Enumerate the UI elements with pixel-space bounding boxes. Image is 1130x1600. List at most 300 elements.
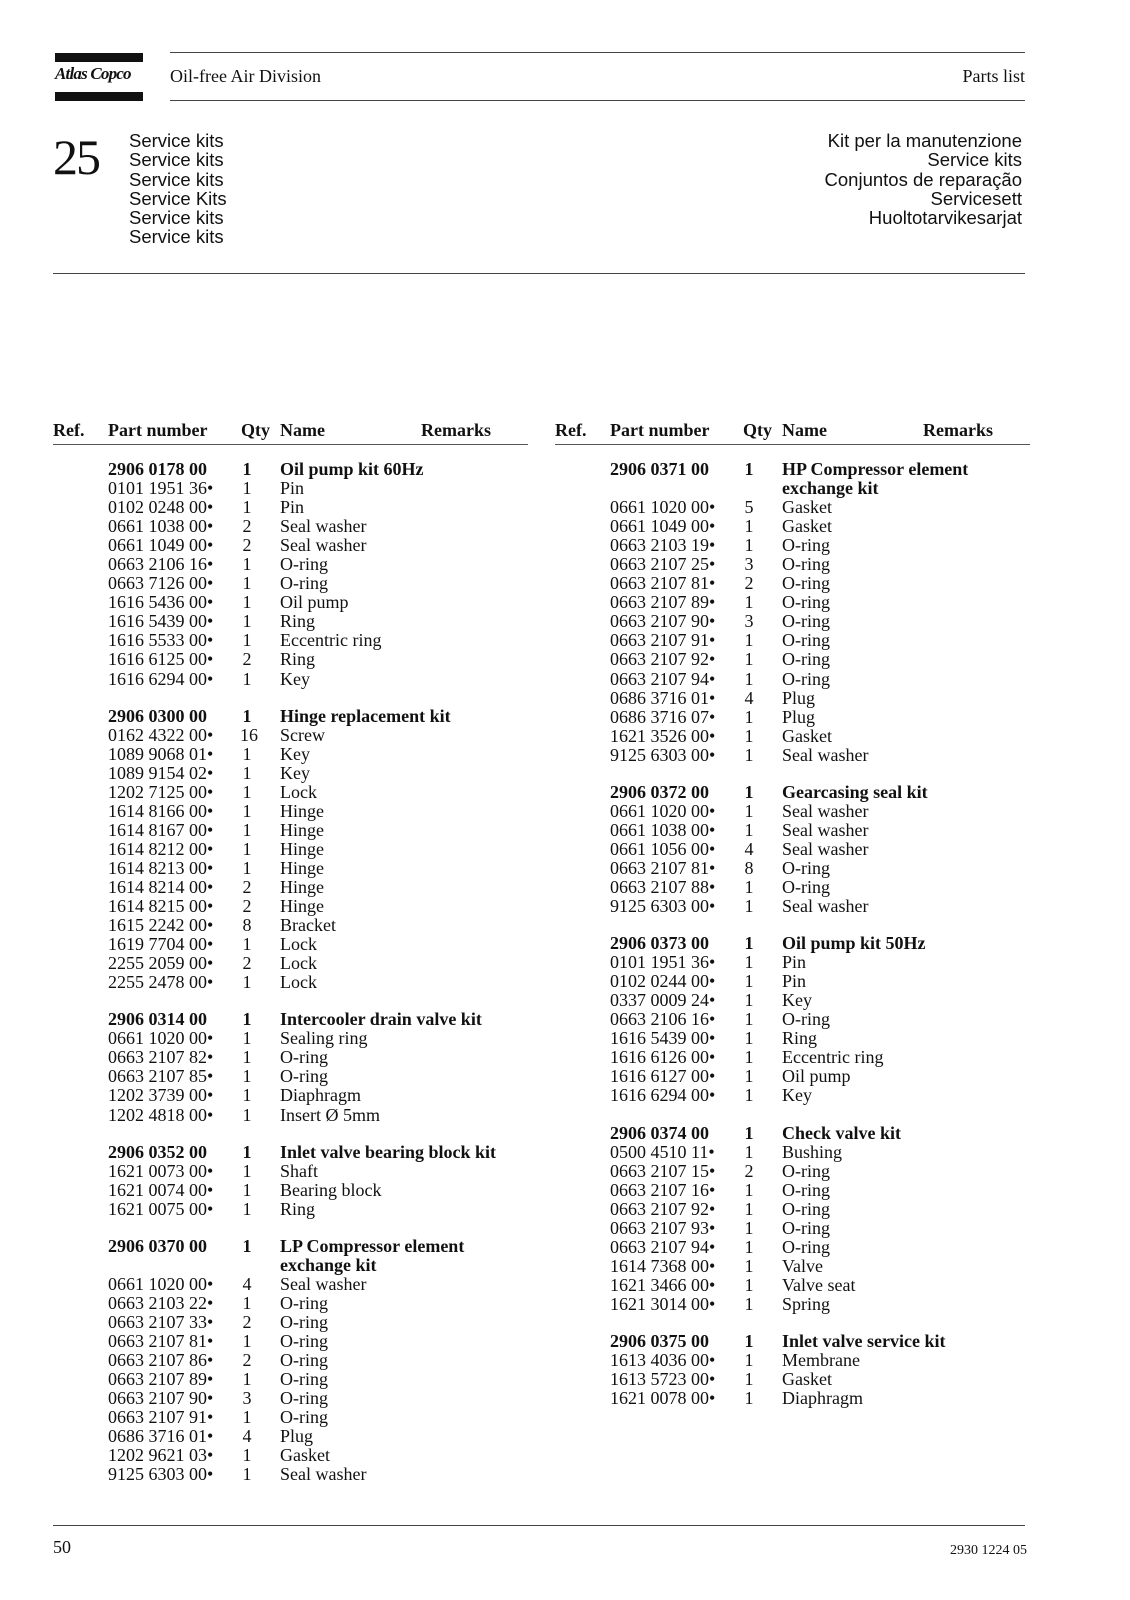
part-qty: 1 <box>242 1160 252 1181</box>
part-row <box>555 953 1030 972</box>
part-name: O-ring <box>782 857 830 878</box>
part-name: Plug <box>782 687 816 708</box>
service-kit <box>53 1143 528 1219</box>
kit-name: exchange kit <box>782 478 879 499</box>
kit-name: Intercooler drain valve kit <box>280 1009 482 1030</box>
part-row <box>555 991 1030 1010</box>
part-row <box>53 612 528 631</box>
part-qty: 2 <box>242 896 252 917</box>
part-row <box>555 670 1030 689</box>
part-qty: 1 <box>744 876 754 897</box>
part-row <box>53 1067 528 1086</box>
part-qty: 1 <box>242 972 252 993</box>
kit-qty: 1 <box>744 781 754 802</box>
part-name: Key <box>782 990 812 1011</box>
kit-name: Check valve kit <box>782 1122 901 1143</box>
part-qty: 1 <box>744 668 754 689</box>
service-kit <box>53 460 528 689</box>
part-row <box>53 1389 528 1408</box>
division-name: Oil-free Air Division <box>170 66 321 86</box>
part-name: Valve seat <box>782 1274 856 1295</box>
part-number: 0661 1038 00• <box>610 819 716 840</box>
part-qty: 1 <box>242 1179 252 1200</box>
part-row <box>53 973 528 992</box>
part-qty: 3 <box>242 1388 252 1409</box>
part-qty: 3 <box>744 611 754 632</box>
part-number: 0101 1951 36• <box>108 478 214 499</box>
chapter-rule <box>53 273 1025 274</box>
part-number: 1616 6294 00• <box>108 668 214 689</box>
part-qty: 1 <box>242 1369 252 1390</box>
part-row <box>555 612 1030 631</box>
part-name: O-ring <box>782 573 830 594</box>
part-name: Oil pump <box>782 1066 851 1087</box>
part-qty: 1 <box>744 1085 754 1106</box>
part-row <box>53 726 528 745</box>
part-row <box>53 764 528 783</box>
header-rule-top <box>170 52 1025 53</box>
kit-qty: 1 <box>242 459 252 479</box>
part-number: 1616 6294 00• <box>610 1085 716 1106</box>
part-number: 0663 2107 15• <box>610 1160 716 1181</box>
part-row <box>555 1181 1030 1200</box>
part-qty: 1 <box>744 1141 754 1162</box>
document-type: Parts list <box>962 66 1025 86</box>
part-row <box>555 574 1030 593</box>
logo-bar-bottom <box>55 92 143 101</box>
part-qty: 1 <box>242 573 252 594</box>
part-number: 2255 2478 00• <box>108 972 214 993</box>
part-name: Plug <box>280 1426 314 1447</box>
part-qty: 1 <box>744 1274 754 1295</box>
part-name: O-ring <box>280 1311 328 1332</box>
header-ref: Ref. <box>53 420 85 440</box>
part-name: Gasket <box>782 497 832 518</box>
kit-header-row <box>53 1256 528 1275</box>
part-number: 1614 8215 00• <box>108 896 214 917</box>
part-name: Hinge <box>280 819 324 840</box>
part-qty: 2 <box>242 649 252 670</box>
part-row <box>555 650 1030 669</box>
kit-list-right <box>555 460 1030 1408</box>
kit-part-number: 2906 0314 00 <box>108 1009 207 1030</box>
part-row <box>53 1427 528 1446</box>
part-row <box>53 1446 528 1465</box>
part-row <box>555 1086 1030 1105</box>
part-row <box>53 954 528 973</box>
part-number: 1619 7704 00• <box>108 934 214 955</box>
header-ref: Ref. <box>555 420 587 440</box>
part-number: 1616 6127 00• <box>610 1066 716 1087</box>
part-row <box>53 574 528 593</box>
part-row <box>555 1143 1030 1162</box>
service-kit <box>555 783 1030 916</box>
part-number: 0663 2107 93• <box>610 1217 716 1238</box>
part-qty: 1 <box>242 838 252 859</box>
header-qty: Qty <box>743 420 772 440</box>
part-number: 1089 9154 02• <box>108 762 214 783</box>
kit-name: HP Compressor element <box>782 459 969 479</box>
page-number: 50 <box>53 1537 71 1557</box>
part-number: 0663 2107 85• <box>108 1066 214 1087</box>
part-row <box>53 1181 528 1200</box>
part-row <box>53 821 528 840</box>
part-row <box>53 916 528 935</box>
part-name: Bushing <box>782 1141 843 1162</box>
part-name: O-ring <box>782 630 830 651</box>
part-row <box>555 517 1030 536</box>
part-number: 1616 5436 00• <box>108 592 214 613</box>
header-part-number: Part number <box>108 420 208 440</box>
header-remarks: Remarks <box>923 420 993 440</box>
part-number: 0500 4510 11• <box>610 1141 715 1162</box>
service-kit <box>53 1010 528 1124</box>
part-qty: 1 <box>242 857 252 878</box>
part-row <box>555 897 1030 916</box>
part-row <box>555 1295 1030 1314</box>
part-qty: 1 <box>744 1066 754 1087</box>
kit-qty: 1 <box>744 459 754 479</box>
part-row <box>53 878 528 897</box>
part-name: O-ring <box>782 1198 830 1219</box>
kit-qty: 1 <box>242 705 252 726</box>
header-part-number: Part number <box>610 420 710 440</box>
part-name: Lock <box>280 781 317 802</box>
part-number: 1202 7125 00• <box>108 781 214 802</box>
part-name: Pin <box>280 497 305 518</box>
part-name: Seal washer <box>280 1464 367 1485</box>
part-name: O-ring <box>782 1217 830 1238</box>
part-number: 1616 5439 00• <box>610 1028 716 1049</box>
part-name: Hinge <box>280 800 324 821</box>
part-number: 0337 0009 24• <box>610 990 716 1011</box>
part-number: 0663 2107 81• <box>610 857 716 878</box>
kit-part-number: 2906 0375 00 <box>610 1330 709 1351</box>
kit-header-row <box>555 934 1030 953</box>
part-name: Hinge <box>280 896 324 917</box>
part-row <box>53 650 528 669</box>
part-row <box>555 840 1030 859</box>
part-number: 1621 0078 00• <box>610 1388 716 1409</box>
part-qty: 1 <box>242 1085 252 1106</box>
part-number: 1614 7368 00• <box>610 1255 716 1276</box>
part-qty: 1 <box>242 1198 252 1219</box>
column-header-rule <box>555 444 1030 445</box>
part-name: O-ring <box>782 592 830 613</box>
part-qty: 1 <box>744 952 754 973</box>
part-row <box>555 972 1030 991</box>
part-name: Seal washer <box>782 744 869 765</box>
part-row <box>555 1048 1030 1067</box>
part-row <box>555 1370 1030 1389</box>
chapter-titles-right <box>825 131 1022 227</box>
part-name: Ring <box>280 611 316 632</box>
chapter-title: Servicesett <box>930 187 1022 209</box>
kit-part-number: 2906 0371 00 <box>610 459 709 479</box>
part-qty: 1 <box>242 934 252 955</box>
part-name: Key <box>280 762 310 783</box>
kit-qty: 1 <box>242 1009 252 1030</box>
part-name: O-ring <box>782 1160 830 1181</box>
part-name: O-ring <box>280 1330 328 1351</box>
chapter-number: 25 <box>53 129 99 185</box>
part-qty: 1 <box>242 1330 252 1351</box>
part-row <box>53 1275 528 1294</box>
part-name: Diaphragm <box>782 1388 863 1409</box>
part-name: O-ring <box>280 573 328 594</box>
kit-name: Gearcasing seal kit <box>782 781 928 802</box>
part-row <box>53 498 528 517</box>
part-qty: 1 <box>744 706 754 727</box>
part-qty: 5 <box>744 497 754 518</box>
part-number: 2255 2059 00• <box>108 953 214 974</box>
part-qty: 2 <box>242 876 252 897</box>
part-row <box>555 708 1030 727</box>
part-name: Seal washer <box>782 838 869 859</box>
part-qty: 1 <box>242 743 252 764</box>
part-row <box>555 1200 1030 1219</box>
part-row <box>555 746 1030 765</box>
part-number: 0663 2107 92• <box>610 649 716 670</box>
part-qty: 1 <box>744 1293 754 1314</box>
part-qty: 1 <box>744 1369 754 1390</box>
part-row <box>53 1370 528 1389</box>
part-row <box>53 897 528 916</box>
part-row <box>555 1010 1030 1029</box>
part-number: 1202 9621 03• <box>108 1445 214 1466</box>
part-row <box>53 536 528 555</box>
part-name: Oil pump <box>280 592 349 613</box>
atlas-copco-logo: Atlas Copco <box>55 64 131 83</box>
part-name: Gasket <box>782 516 832 537</box>
part-row <box>555 1029 1030 1048</box>
kit-part-number: 2906 0300 00 <box>108 705 207 726</box>
part-name: Key <box>280 743 310 764</box>
part-qty: 1 <box>242 762 252 783</box>
part-name: Diaphragm <box>280 1085 361 1106</box>
chapter-title: Service kits <box>927 149 1022 171</box>
part-qty: 2 <box>242 953 252 974</box>
part-number: 0663 2107 94• <box>610 1236 716 1257</box>
part-qty: 2 <box>242 516 252 537</box>
part-qty: 16 <box>240 724 258 745</box>
part-name: Insert Ø 5mm <box>280 1104 380 1125</box>
part-name: O-ring <box>280 1350 328 1371</box>
part-name: Plug <box>782 706 816 727</box>
kit-header-row <box>555 479 1030 498</box>
service-kit <box>555 1124 1030 1314</box>
part-number: 0661 1056 00• <box>610 838 716 859</box>
part-qty: 1 <box>242 1047 252 1068</box>
part-name: Hinge <box>280 876 324 897</box>
header-name: Name <box>280 420 325 440</box>
part-number: 0661 1049 00• <box>610 516 716 537</box>
part-number: 0686 3716 01• <box>610 687 716 708</box>
part-row <box>555 821 1030 840</box>
kit-header-row <box>53 707 528 726</box>
part-name: O-ring <box>280 1047 328 1068</box>
part-qty: 2 <box>744 1160 754 1181</box>
part-number: 1616 5533 00• <box>108 630 214 651</box>
part-name: Eccentric ring <box>280 630 382 651</box>
part-row <box>53 1465 528 1484</box>
part-qty: 1 <box>744 1350 754 1371</box>
part-row <box>53 1313 528 1332</box>
column-header <box>53 420 528 442</box>
part-qty: 1 <box>242 1104 252 1125</box>
part-number: 1614 8167 00• <box>108 819 214 840</box>
part-row <box>53 631 528 650</box>
part-name: Seal washer <box>782 896 869 917</box>
part-number: 0663 2107 86• <box>108 1350 214 1371</box>
part-number: 0661 1020 00• <box>108 1273 214 1294</box>
part-row <box>53 670 528 689</box>
kit-name: Oil pump kit 50Hz <box>782 933 926 954</box>
part-name: Key <box>782 1085 812 1106</box>
part-number: 1202 3739 00• <box>108 1085 214 1106</box>
part-row <box>53 1332 528 1351</box>
kit-name: Inlet valve bearing block kit <box>280 1141 497 1162</box>
part-row <box>555 1351 1030 1370</box>
part-row <box>555 536 1030 555</box>
part-name: Sealing ring <box>280 1028 368 1049</box>
part-row <box>555 1389 1030 1408</box>
header-remarks: Remarks <box>421 420 491 440</box>
kit-header-row <box>555 1332 1030 1351</box>
header-rule-bottom <box>170 100 1025 101</box>
part-name: Hinge <box>280 838 324 859</box>
part-number: 0663 2107 25• <box>610 554 716 575</box>
part-row <box>555 631 1030 650</box>
part-number: 1616 5439 00• <box>108 611 214 632</box>
part-name: O-ring <box>280 1407 328 1428</box>
part-number: 0686 3716 07• <box>610 706 716 727</box>
part-number: 0663 2107 91• <box>108 1407 214 1428</box>
part-qty: 4 <box>242 1426 252 1447</box>
part-number: 1616 6125 00• <box>108 649 214 670</box>
part-row <box>53 859 528 878</box>
part-number: 0661 1020 00• <box>610 497 716 518</box>
part-number: 0102 0248 00• <box>108 497 214 518</box>
part-row <box>555 1257 1030 1276</box>
part-row <box>53 783 528 802</box>
part-row <box>555 859 1030 878</box>
part-row <box>53 840 528 859</box>
part-row <box>53 745 528 764</box>
chapter-title: Service kits <box>129 130 224 151</box>
part-qty: 1 <box>744 630 754 651</box>
kit-list-left <box>53 460 528 1484</box>
kit-part-number: 2906 0178 00 <box>108 459 207 479</box>
part-number: 0663 2107 91• <box>610 630 716 651</box>
document-number: 2930 1224 05 <box>950 1543 1027 1558</box>
part-name: Ring <box>280 649 316 670</box>
part-name: Pin <box>782 971 807 992</box>
part-number: 1621 3014 00• <box>610 1293 716 1314</box>
part-qty: 1 <box>744 1198 754 1219</box>
part-row <box>555 555 1030 574</box>
part-name: Key <box>280 668 310 689</box>
part-qty: 1 <box>242 1028 252 1049</box>
kit-part-number: 2906 0373 00 <box>610 933 709 954</box>
part-qty: 1 <box>744 535 754 556</box>
kit-name: LP Compressor element <box>280 1235 465 1256</box>
part-qty: 1 <box>242 781 252 802</box>
part-qty: 1 <box>744 800 754 821</box>
part-number: 0663 2103 22• <box>108 1292 214 1313</box>
part-number: 1621 0075 00• <box>108 1198 214 1219</box>
part-number: 0663 2107 94• <box>610 668 716 689</box>
footer-rule <box>53 1525 1025 1526</box>
part-name: Pin <box>782 952 807 973</box>
header-name: Name <box>782 420 827 440</box>
part-number: 1621 3466 00• <box>610 1274 716 1295</box>
service-kit <box>555 460 1030 765</box>
kit-part-number: 2906 0374 00 <box>610 1122 709 1143</box>
part-number: 1616 6126 00• <box>610 1047 716 1068</box>
part-number: 1613 5723 00• <box>610 1369 716 1390</box>
kit-name: exchange kit <box>280 1254 377 1275</box>
part-name: Screw <box>280 724 325 745</box>
chapter-title: Service kits <box>129 149 224 171</box>
part-name: Valve <box>782 1255 823 1276</box>
part-name: O-ring <box>782 535 830 556</box>
part-qty: 2 <box>242 1350 252 1371</box>
part-row <box>53 1408 528 1427</box>
part-row <box>555 727 1030 746</box>
chapter-title: Huoltotarvikesarjat <box>868 207 1022 229</box>
part-qty: 1 <box>242 1464 252 1485</box>
part-name: Shaft <box>280 1160 318 1181</box>
part-row <box>53 555 528 574</box>
part-row <box>53 935 528 954</box>
part-qty: 1 <box>242 554 252 575</box>
part-row <box>555 1219 1030 1238</box>
kit-name: Oil pump kit 60Hz <box>280 459 424 479</box>
part-number: 1614 8214 00• <box>108 876 214 897</box>
part-number: 0102 0244 00• <box>610 971 716 992</box>
header-qty: Qty <box>241 420 270 440</box>
kit-header-row <box>555 783 1030 802</box>
part-qty: 1 <box>744 1255 754 1276</box>
parts-column-left <box>53 420 528 1484</box>
part-name: Ring <box>782 1028 818 1049</box>
part-number: 1621 0074 00• <box>108 1179 214 1200</box>
part-number: 0663 2107 90• <box>610 611 716 632</box>
part-name: O-ring <box>782 611 830 632</box>
part-name: Lock <box>280 953 317 974</box>
part-name: O-ring <box>782 649 830 670</box>
part-number: 0663 2107 90• <box>108 1388 214 1409</box>
part-qty: 3 <box>744 554 754 575</box>
part-qty: 1 <box>242 611 252 632</box>
part-name: Membrane <box>782 1350 860 1371</box>
part-row <box>555 878 1030 897</box>
part-qty: 1 <box>744 1179 754 1200</box>
part-qty: 1 <box>242 800 252 821</box>
part-qty: 1 <box>242 478 252 499</box>
part-qty: 1 <box>744 896 754 917</box>
part-qty: 4 <box>744 687 754 708</box>
kit-qty: 1 <box>242 1235 252 1256</box>
part-number: 9125 6303 00• <box>610 744 716 765</box>
service-kit <box>53 707 528 993</box>
kit-part-number: 2906 0372 00 <box>610 781 709 802</box>
part-qty: 1 <box>744 1028 754 1049</box>
kit-name: Hinge replacement kit <box>280 705 451 726</box>
part-name: Seal washer <box>280 535 367 556</box>
part-qty: 8 <box>744 857 754 878</box>
